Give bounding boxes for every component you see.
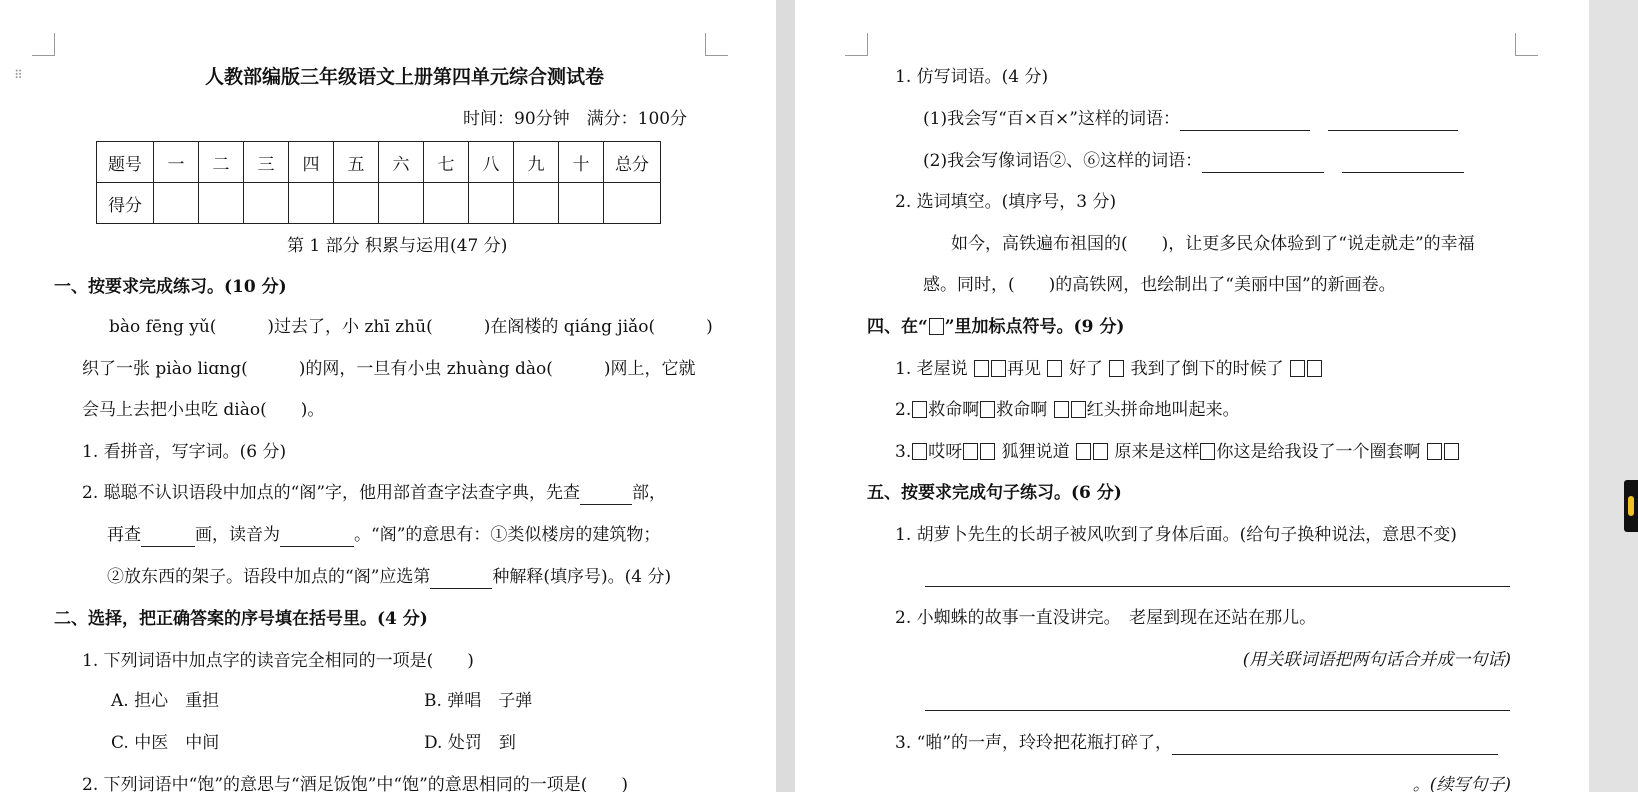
question-text: 救命啊 (928, 400, 980, 420)
question-1-2-line-2 (107, 524, 660, 547)
table-cell[interactable] (289, 183, 334, 224)
punctuation-box[interactable] (912, 401, 927, 418)
crop-mark-top-left (32, 33, 55, 56)
question-text: 红头拼命地叫起来。 (1086, 400, 1240, 420)
question-text: 再查 (107, 525, 141, 545)
table-cell[interactable] (514, 183, 559, 224)
answer-line[interactable] (925, 586, 1510, 587)
punctuation-box[interactable] (1200, 443, 1215, 460)
table-cell: 四 (289, 142, 334, 183)
question-text: ②放东西的架子。语段中加点的“阁”应选第 (107, 567, 431, 587)
question-text: 3. “啪”的一声，玲玲把花瓶打碎了， (895, 733, 1173, 753)
question-3-2: 2. 选词填空。(填序号，3 分) (895, 192, 1117, 212)
table-cell[interactable] (379, 183, 424, 224)
table-cell: 得分 (97, 183, 154, 224)
question-text: (1)我会写“百×百×”这样的词语： (923, 109, 1180, 129)
section-heading-text: ”里加标点符号。(9 分) (944, 317, 1125, 337)
table-cell: 一 (154, 142, 199, 183)
question-text: 好了 (1068, 359, 1103, 379)
table-row (97, 142, 661, 183)
question-2-1: 1. 下列词语中加点字的读音完全相同的一项是( ) (82, 651, 474, 671)
question-text: 救命啊 (996, 400, 1048, 420)
question-text: 我到了倒下的时候了 (1130, 359, 1284, 379)
question-5-2: 2. 小蜘蛛的故事一直没讲完。 老屋到现在还站在那儿。 (895, 608, 1317, 628)
passage-line-1: bào fēng yǔ( )过去了，小 zhī zhū( )在阁楼的 qiáng jiǎo( ) (109, 317, 713, 337)
punctuation-box[interactable] (1290, 360, 1305, 377)
answer-blank[interactable] (141, 524, 195, 547)
question-text: 。“阁”的意思有：①类似楼房的建筑物； (354, 525, 661, 545)
punctuation-box[interactable] (912, 443, 927, 460)
page-gutter (776, 0, 795, 792)
table-cell: 七 (424, 142, 469, 183)
punctuation-box[interactable] (1427, 443, 1442, 460)
answer-blank[interactable] (1172, 732, 1498, 755)
punctuation-box[interactable] (1307, 360, 1322, 377)
question-3-1b (923, 150, 1464, 173)
crop-mark-top-right (1515, 33, 1538, 56)
punctuation-box (929, 318, 944, 335)
punctuation-box[interactable] (963, 443, 978, 460)
answer-blank[interactable] (1328, 108, 1458, 131)
punctuation-box[interactable] (1109, 360, 1124, 377)
question-text: 狐狸说道 (1001, 442, 1070, 462)
question-text: 你这是给我设了一个圈套啊 (1216, 442, 1421, 462)
option-c: C. 中医 中间 (111, 733, 220, 753)
question-3-2-passage-1: 如今，高铁遍布祖国的( )，让更多民众体验到了“说走就走”的幸福 (951, 234, 1475, 254)
question-text: (2)我会写像词语②、⑥这样的词语： (923, 151, 1203, 171)
table-cell: 二 (199, 142, 244, 183)
question-1-2-line-3 (107, 566, 671, 589)
question-text: 种解释(填序号)。(4 分) (492, 567, 672, 587)
crop-mark-top-left (845, 33, 868, 56)
punctuation-box[interactable] (1093, 443, 1108, 460)
table-cell: 五 (334, 142, 379, 183)
page-title: 人教部编版三年级语文上册第四单元综合测试卷 (205, 66, 605, 88)
option-b: B. 弹唱 子弹 (424, 691, 533, 711)
section-heading-text: 四、在“ (867, 317, 928, 337)
table-cell: 九 (514, 142, 559, 183)
answer-blank[interactable] (1180, 108, 1310, 131)
table-cell[interactable] (199, 183, 244, 224)
question-4-1 (895, 358, 1323, 380)
drag-handle-icon[interactable]: ⠿ (14, 68, 23, 82)
question-text: 3. (895, 442, 912, 462)
punctuation-box[interactable] (980, 401, 995, 418)
document-page-right (795, 0, 1589, 792)
punctuation-box[interactable] (1444, 443, 1459, 460)
question-3-2-passage-2: 感。同时，( )的高铁网，也绘制出了“美丽中国”的新画卷。 (923, 275, 1396, 295)
question-text: 哎呀 (928, 442, 963, 462)
option-a: A. 担心 重担 (111, 691, 220, 711)
question-3-1: 1. 仿写词语。(4 分) (895, 67, 1049, 87)
question-5-3 (895, 732, 1498, 755)
question-3-1a (923, 108, 1458, 131)
answer-blank[interactable] (580, 482, 632, 505)
question-5-1: 1. 胡萝卜先生的长胡子被风吹到了身体后面。(给句子换种说法，意思不变) (895, 525, 1457, 545)
question-text: 再见 (1007, 359, 1042, 379)
question-1-2-line-1 (82, 482, 666, 505)
question-2-2: 2. 下列词语中“饱”的意思与“酒足饭饱”中“饱”的意思相同的一项是( ) (82, 775, 629, 792)
question-text: 原来是这样 (1114, 442, 1200, 462)
question-4-2 (895, 399, 1240, 421)
table-cell[interactable] (424, 183, 469, 224)
question-5-3-note: 。(续写句子) (1412, 775, 1511, 792)
question-text: 画，读音为 (195, 525, 280, 545)
question-text: 部， (632, 483, 667, 503)
table-cell: 六 (379, 142, 424, 183)
section-heading-1: 一、按要求完成练习。(10 分) (54, 277, 287, 297)
section-heading-5: 五、按要求完成句子练习。(6 分) (867, 483, 1122, 503)
time-info: 时间：90分钟 满分：100分 (463, 109, 688, 129)
table-cell[interactable] (154, 183, 199, 224)
table-cell[interactable] (469, 183, 514, 224)
table-row (97, 183, 661, 224)
crop-mark-top-right (705, 33, 728, 56)
answer-blank[interactable] (1342, 150, 1464, 173)
punctuation-box[interactable] (991, 360, 1006, 377)
punctuation-box[interactable] (980, 443, 995, 460)
answer-line[interactable] (925, 710, 1510, 711)
punctuation-box[interactable] (1047, 360, 1062, 377)
punctuation-box[interactable] (974, 360, 989, 377)
question-text: 1. 老屋说 (895, 359, 968, 379)
question-text: 2. 聪聪不认识语段中加点的“阁”字，他用部首查字法查字典，先查 (82, 483, 581, 503)
table-cell[interactable] (244, 183, 289, 224)
section-heading-2: 二、选择，把正确答案的序号填在括号里。(4 分) (54, 609, 428, 629)
question-text: 2. (895, 400, 912, 420)
punctuation-box[interactable] (1054, 401, 1069, 418)
question-5-2-note: (用关联词语把两句话合并成一句话) (1242, 650, 1511, 670)
answer-blank[interactable] (430, 566, 492, 589)
table-cell[interactable] (334, 183, 379, 224)
table-cell[interactable] (604, 183, 661, 224)
answer-blank[interactable] (280, 524, 354, 547)
table-cell: 题号 (97, 142, 154, 183)
answer-blank[interactable] (1202, 150, 1324, 173)
part-heading: 第 1 部分 积累与运用(47 分) (287, 236, 508, 256)
question-1-1: 1. 看拼音，写字词。(6 分) (82, 442, 287, 462)
side-tab-icon (1628, 496, 1634, 516)
score-table (96, 141, 661, 224)
passage-line-2: 织了一张 piào liɑng( )的网，一旦有小虫 zhuàng dào( )网上，它就 (82, 359, 696, 379)
option-d: D. 处罚 到 (424, 733, 516, 753)
table-cell: 三 (244, 142, 289, 183)
punctuation-box[interactable] (1076, 443, 1091, 460)
section-heading-4 (867, 316, 1124, 338)
table-cell: 十 (559, 142, 604, 183)
document-page-left (0, 0, 776, 792)
table-cell[interactable] (559, 183, 604, 224)
table-cell: 总分 (604, 142, 661, 183)
passage-line-3: 会马上去把小虫吃 diào( )。 (82, 400, 325, 420)
punctuation-box[interactable] (1071, 401, 1086, 418)
table-cell: 八 (469, 142, 514, 183)
scroll-area-edge (1589, 0, 1638, 792)
side-tab-button[interactable] (1624, 480, 1638, 532)
question-4-3 (895, 441, 1460, 463)
